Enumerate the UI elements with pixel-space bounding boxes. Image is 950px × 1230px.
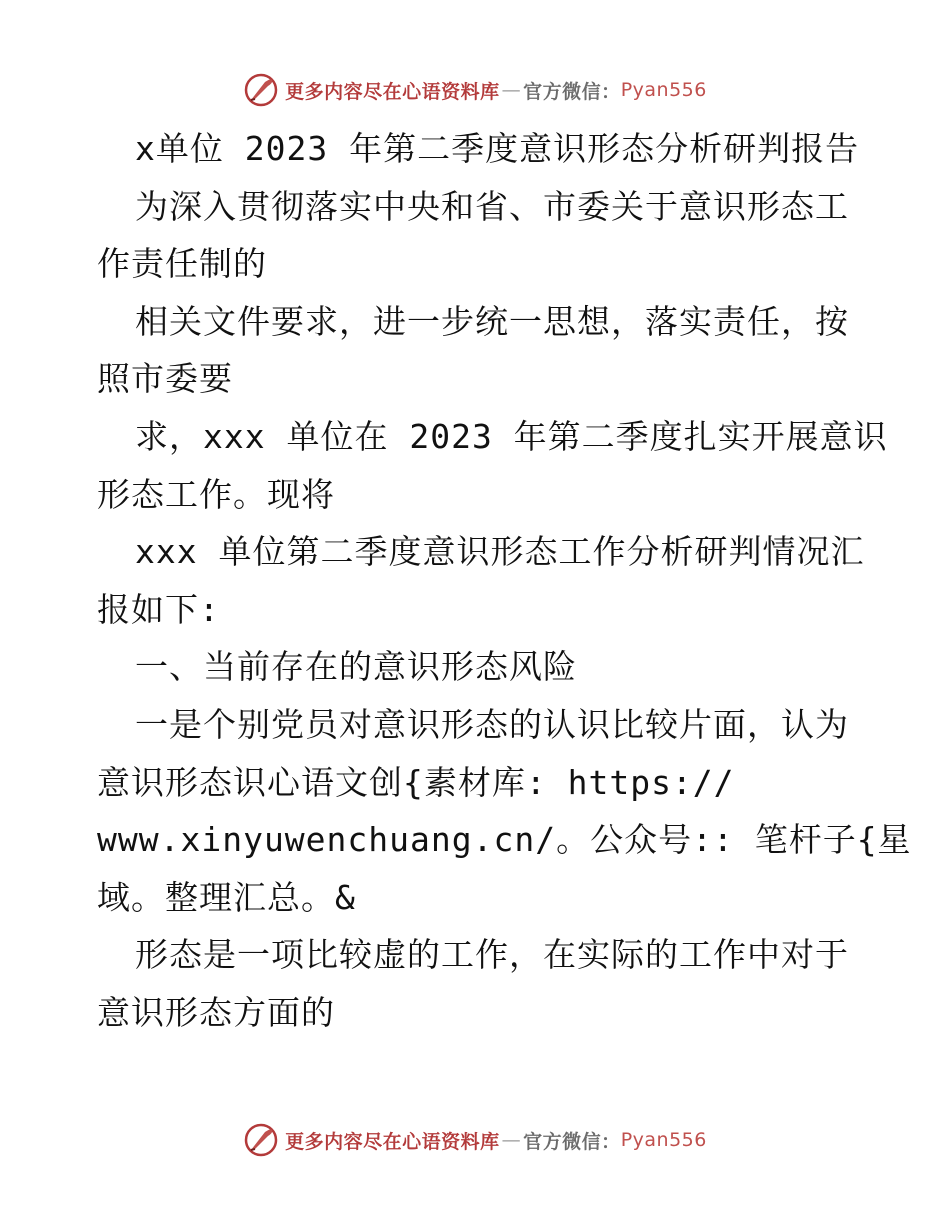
- quill-pen-logo-icon: [243, 72, 279, 108]
- footer-watermark-banner: [0, 1120, 950, 1160]
- banner-separator: —: [501, 79, 522, 101]
- paragraph-line: 作责任制的: [97, 244, 267, 284]
- document-body: [97, 120, 912, 1042]
- banner-wechat-id: Pyan556: [620, 1129, 707, 1151]
- paragraph-line: 一是个别党员对意识形态的认识比较片面，认为: [135, 704, 849, 744]
- paragraph-line: 意识形态识心语文创{素材库: https://: [97, 762, 735, 802]
- banner-wechat-label: 官方微信：: [523, 80, 621, 103]
- banner-wechat-label: 官方微信：: [523, 1130, 621, 1153]
- paragraph-line: 形态是一项比较虚的工作，在实际的工作中对于: [135, 935, 849, 975]
- banner-separator: —: [501, 1129, 522, 1151]
- document-title: x单位 2023 年第二季度意识形态分析研判报告: [135, 129, 860, 168]
- paragraph-line: www.xinyuwenchuang.cn/。公众号:: 笔杆子{星: [97, 820, 912, 860]
- paragraph-line: 形态工作。现将: [97, 474, 335, 514]
- paragraph-line: 相关文件要求，进一步统一思想，落实责任，按: [135, 301, 849, 341]
- paragraph-line: 求，xxx 单位在 2023 年第二季度扎实开展意识: [135, 416, 888, 456]
- paragraph-line: 为深入贯彻落实中央和省、市委关于意识形态工: [135, 186, 849, 226]
- paragraph-line: 域。整理汇总。&: [97, 877, 356, 917]
- section-heading: 一、当前存在的意识形态风险: [135, 647, 577, 687]
- banner-site-text: 更多内容尽在心语资料库: [285, 1130, 500, 1153]
- banner-site-text: 更多内容尽在心语资料库: [285, 80, 500, 103]
- banner-wechat-id: Pyan556: [620, 79, 707, 101]
- paragraph-line: 照市委要: [97, 359, 233, 399]
- header-watermark-banner: [0, 70, 950, 110]
- paragraph-line: xxx 单位第二季度意识形态工作分析研判情况汇: [135, 532, 865, 572]
- quill-pen-logo-icon: [243, 1122, 279, 1158]
- paragraph-line: 报如下:: [97, 589, 220, 629]
- paragraph-line: 意识形态方面的: [97, 992, 335, 1032]
